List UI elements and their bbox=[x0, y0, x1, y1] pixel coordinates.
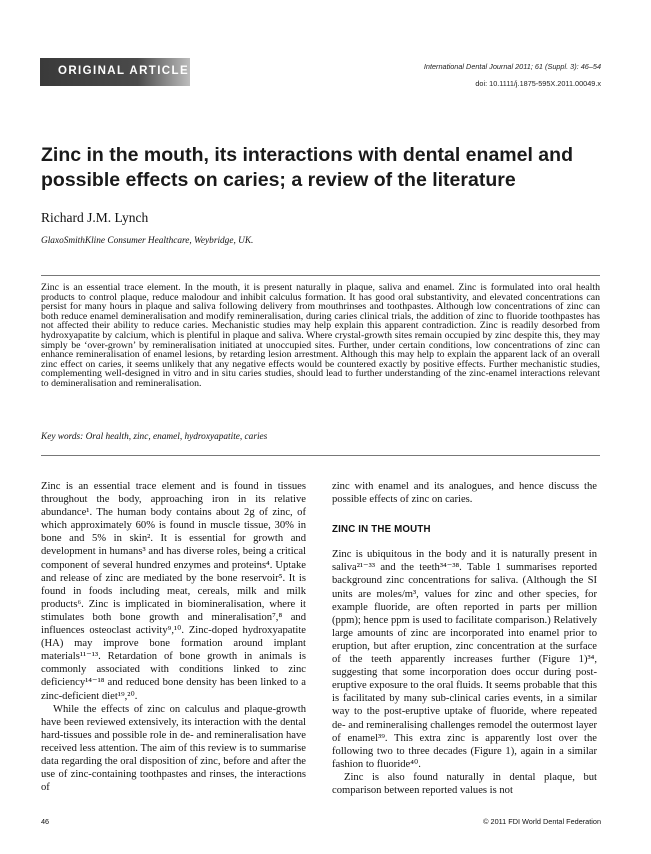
body-paragraph: While the effects of zinc on calculus and plaque-growth have been reviewed extensively, its interaction with the dental hard-tissues and possible role in de- and remineralisation have received less attention. The aim of this review is to summarise data regarding the oral disposition of zinc, before and after the use of zinc-containing toothpastes and rinses, the interactions of bbox=[41, 703, 306, 794]
journal-info bbox=[424, 58, 601, 92]
section-heading: ZINC IN THE MOUTH bbox=[332, 524, 431, 536]
abstract bbox=[41, 283, 600, 389]
body-column-right bbox=[332, 480, 597, 797]
body-paragraph: Zinc is ubiquitous in the body and it is naturally present in saliva²¹⁻³³ and the teeth³⁴⁻³⁸. Table 1 summarises reported background zinc concentrations for saliva. (Although the SI units are moles/m³, values for zinc and other species, for example fluoride, are often reported in parts per million (ppm); hence ppm is used to facilitate comparison.) Relatively large amounts of zinc are incorporated into enamel prior to eruption, but after eruption, zinc concentration at the surface of the teeth apparently increases further (Figure 1)³⁴, suggesting that some incorporation does occur during post-eruptive exposure to the oral fluids. It seems probable that this is facilitated by many sub-clinical caries events, in a similar way to the post-eruptive uptake of fluoride, where repeated de- and remineralising challenges remodel the outermost layer of enamel³⁹. This extra zinc is apparently lost over the following two to three decades (Figure 1), again in a similar fashion to fluoride⁴⁰. bbox=[332, 549, 597, 770]
article-type-banner bbox=[40, 58, 190, 86]
body-column-left bbox=[41, 480, 306, 794]
article-type-label: ORIGINAL ARTICLE bbox=[58, 65, 190, 77]
journal-citation: International Dental Journal 2011; 61 (Suppl. 3): 46–54 bbox=[423, 62, 601, 71]
author-affiliation: GlaxoSmithKline Consumer Healthcare, Weybridge, UK. bbox=[41, 236, 254, 246]
body-paragraph: zinc with enamel and its analogues, and hence discuss the possible effects of zinc on caries. bbox=[332, 481, 597, 506]
body-paragraph: Zinc is also found naturally in dental plaque, but comparison between reported values is not bbox=[332, 771, 597, 796]
copyright: © 2011 FDI World Dental Federation bbox=[483, 817, 601, 826]
article-title: Zinc in the mouth, its interactions with dental enamel and possible effects on caries; a review of the literature bbox=[41, 144, 573, 191]
doi[interactable]: doi: 10.1111/j.1875-595X.2011.00049.x bbox=[475, 79, 601, 88]
abstract-text: Zinc is an essential trace element. In the mouth, it is present naturally in plaque, saliva and enamel. Zinc is formulated into oral health products to control plaque, reduce malodour and inhibit calculus formation. It has good oral substantivity, and elevated concentrations can persist for many hours in plaque and saliva following delivery from mouthrinses and toothpastes. Although low concentrations of zinc can both reduce enamel demineralisation and modify remineralisation, during caries clinical trials, the addition of zinc to fluoride toothpastes has not affected their ability to reduce caries. Mechanistic studies may help explain this apparent contradiction. Zinc is readily desorbed from hydroxyapatite by calcium, which is plentiful in plaque and saliva. Where crystal-growth sites remain occupied by zinc despite this, they may simply be ‘over-grown’ by remineralisation initiated at unoccupied sites. Further, under certain conditions, low concentrations of zinc can enhance remineralisation of enamel lesions, by retarding lesion arrestment. Although this may help to explain the apparent lack of an overall zinc effect on caries, it seems unlikely that any negative effects would be countered exactly by positive effects. Further mechanistic studies, complementing well-designed in vitro and in situ caries studies, should lead to further understanding of the zinc-enamel interactions relevant to demineralisation and remineralisation. bbox=[41, 282, 600, 389]
body-paragraph: Zinc is an essential trace element and is found in tissues throughout the body, approaching iron in its relative abundance¹. The human body contains about 2g of zinc, of which approximately 60% is found in muscle tissue, 30% in bone and 5% in skin². It is essential for growth and development in humans³ and has diverse roles, being a critical component of several hundred enzymes and proteins⁴. Uptake and release of zinc are mediated by the bone reservoir⁵. It is found in foods including meat, cereals, milk and milk products⁶. Zinc is implicated in biomineralisation, where it stimulates both bone growth and mineralisation⁷,⁸ and influences osteoclast activity⁹,¹⁰. Zinc-doped hydroxyapatite (HA) may improve bone formation around implant materials¹¹⁻¹³. Retardation of bone growth in animals is commonly associated with conditions linked to zinc deficiency¹⁴⁻¹⁸ and reduced bone density has been linked to a zinc-deficient diet¹⁹,²⁰. bbox=[41, 481, 306, 702]
keywords: Key words: Oral health, zinc, enamel, hydroxyapatite, caries bbox=[41, 432, 268, 442]
page-number: 46 bbox=[41, 817, 50, 826]
author-name: Richard J.M. Lynch bbox=[41, 210, 149, 225]
